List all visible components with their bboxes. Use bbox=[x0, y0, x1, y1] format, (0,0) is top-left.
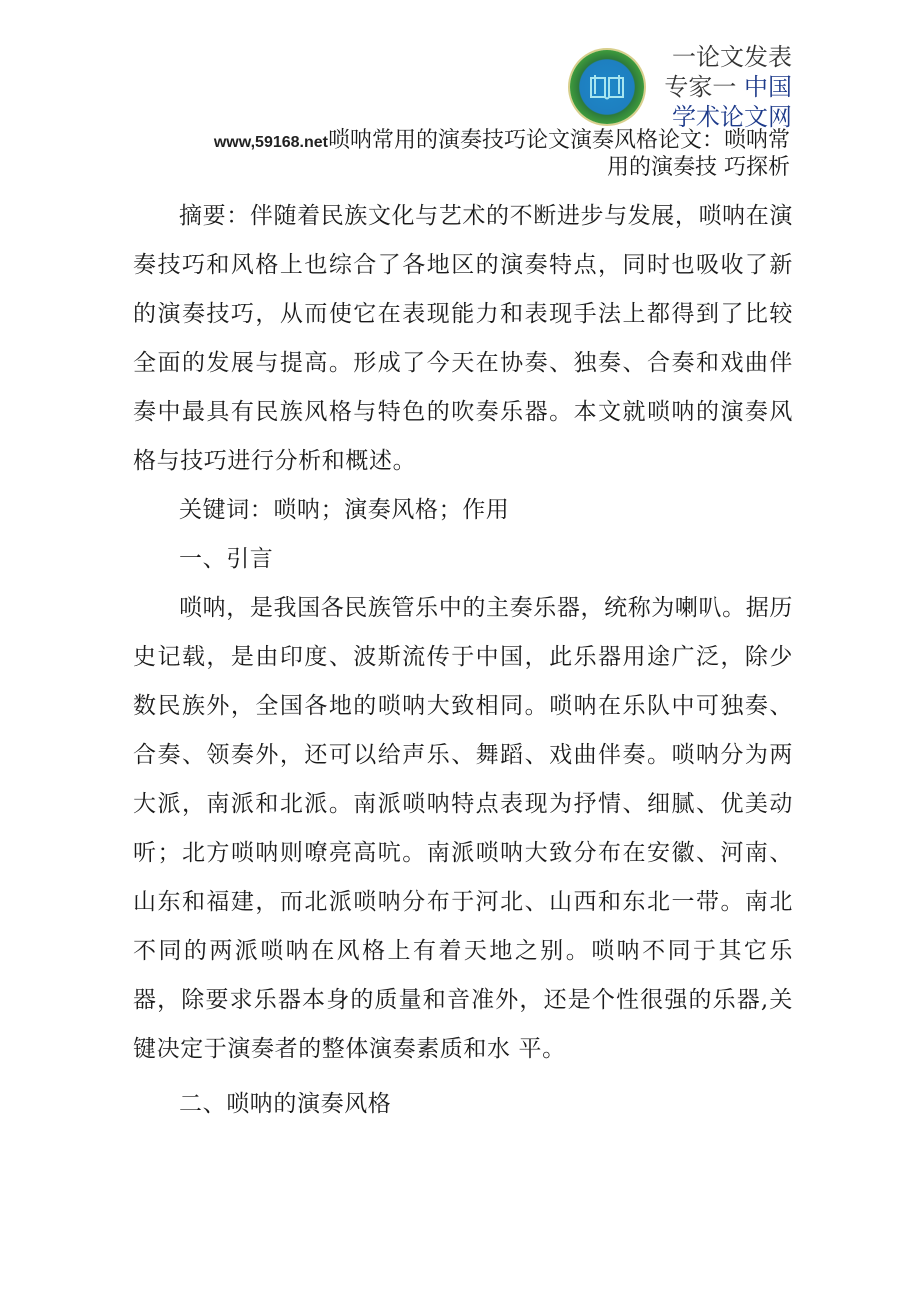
keywords-line: 关键词：唢呐；演奏风格；作用 bbox=[179, 497, 510, 523]
title-line-1: www,59168.net唢呐常用的演奏技巧论文演奏风格论文：唢呐常 bbox=[213, 128, 790, 153]
section-heading-intro: 一、引言 bbox=[179, 546, 274, 572]
intro-paragraph: 唢呐，是我国各民族管乐中的主奏乐器，统称为喇叭。据历史记载，是由印度、波斯流传于中国，此乐器用途广泛，除少数民族外，全国各地的唢呐大致相同。唢呐在乐队中可独奏、合奏、领奏外，还可以给声乐、舞蹈、戏曲伴奏。唢呐分为两大派，南派和北派。南派唢呐特点表现为抒情、细腻、优美动听；北方唢呐则嘹亮高吭。南派唢呐大致分布在安徽、河南、山东和福建，而北派唢呐分布于河北、山西和东北一带。南北不同的两派唢呐在风格上有着天地之别。唢呐不同于其它乐器，除要求乐器本身的质量和音准外，还是个性很强的乐器,关键决定于演奏者的整体演奏素质和水 平。 bbox=[133, 595, 793, 1062]
site-logo bbox=[570, 50, 644, 124]
brand-line-1: 一论文发表 bbox=[672, 43, 792, 71]
document-title bbox=[140, 128, 790, 180]
abstract-paragraph: 摘要：伴随着民族文化与艺术的不断进步与发展，唢呐在演奏技巧和风格上也综合了各地区的演奏特点，同时也吸收了新的演奏技巧，从而使它在表现能力和表现手法上都得到了比较全面的发展与提高。形成了今天在协奏、独奏、合奏和戏曲伴奏中最具有民族风格与特色的吹奏乐器。本文就唢呐的演奏风格与技巧进行分析和概述。 bbox=[133, 203, 793, 474]
brand-line-2: 专家一 中国 bbox=[664, 73, 792, 101]
section-heading-style: 二、唢呐的演奏风格 bbox=[179, 1091, 392, 1117]
open-book-icon bbox=[588, 72, 626, 102]
document-body bbox=[133, 192, 793, 1129]
title-line-2: 用的演奏技 巧探析 bbox=[607, 155, 790, 180]
brand-line-3: 学术论文网 bbox=[672, 103, 792, 131]
brand-text bbox=[652, 42, 792, 132]
site-url: www,59168.net bbox=[213, 134, 328, 151]
